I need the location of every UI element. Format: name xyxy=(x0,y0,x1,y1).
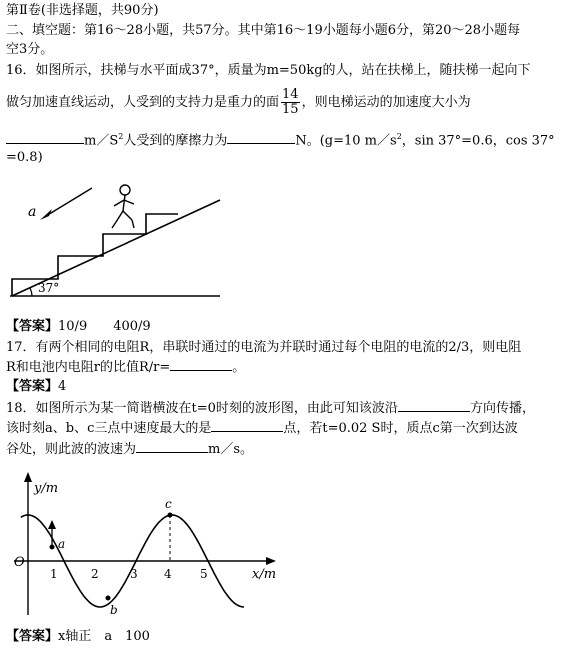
q16-unit-a: m／S xyxy=(84,133,119,149)
angle-label: 37° xyxy=(38,281,60,295)
q16-given-trig: ，sin 37°=0.6，cos 37° xyxy=(401,133,555,149)
q17-line1: 17．有两个相同的电阻R，串联时通过的电流为并联时通过每个电阻的电流的2/3，则电阻 xyxy=(6,340,522,355)
point-c xyxy=(168,513,173,518)
q18-line1-text-b: 方向传播， xyxy=(469,401,535,416)
q16-line3 xyxy=(6,128,555,149)
q18-line3-text-a: 谷处，则此波的波速为 xyxy=(6,442,137,457)
q18-line1 xyxy=(6,399,535,417)
label-a: a xyxy=(58,537,66,551)
q18-line2 xyxy=(6,419,518,437)
tick-3: 3 xyxy=(130,567,138,581)
q17-line2 xyxy=(6,358,245,376)
q17-blank-ratio[interactable] xyxy=(170,358,232,371)
q18-line3-text-b: m／s。 xyxy=(208,442,254,457)
q16-frac-numerator: 14 xyxy=(282,87,299,102)
q16-blank-friction[interactable] xyxy=(227,131,295,144)
acceleration-arrow xyxy=(46,188,92,216)
q16-friction-text: 人受到的摩擦力为 xyxy=(123,133,228,149)
label-b: b xyxy=(110,603,118,617)
q18-line2-text-a: 该时刻a、b、c三点中速度最大的是 xyxy=(6,421,212,436)
q17-period: 。 xyxy=(232,360,246,375)
q18-blank-point[interactable] xyxy=(211,419,283,432)
person-figure xyxy=(112,185,134,228)
q17-answer-text: 4 xyxy=(58,379,67,394)
tick-1: 1 xyxy=(50,567,58,581)
q16-line2-text-a: 做匀加速直线运动，人受到的支持力是重力的面 xyxy=(6,95,280,110)
q18-answer-label: 【答案】 xyxy=(6,629,59,644)
q16-line2 xyxy=(6,85,471,121)
q16-frac-denominator: 15 xyxy=(282,102,299,117)
q16-given-g: N。(g=10 m／s xyxy=(295,133,397,149)
q17-answer xyxy=(6,378,66,395)
point-b xyxy=(106,596,111,601)
q16-line1: 16．如图所示，扶梯与水平面成37°，质量为m=50kg的人，站在扶梯上，随扶梯一起向下 xyxy=(6,63,531,78)
x-axis-arrowhead xyxy=(266,557,276,565)
q18-answer-text: x轴正 a 100 xyxy=(58,629,150,644)
q18-line2-text-b: 点，若t=0.02 S时，质点c第一次到达波 xyxy=(283,421,518,436)
y-axis-arrowhead xyxy=(24,472,32,482)
q16-fraction xyxy=(281,88,300,117)
q16-line2-text-b: ，则电梯运动的加速度大小为 xyxy=(301,95,471,110)
q16-blank-acceleration[interactable] xyxy=(6,131,84,144)
q18-blank-direction[interactable] xyxy=(398,399,470,412)
q16-answer-text: 10/9 400/9 xyxy=(58,319,151,334)
q17-answer-label: 【答案】 xyxy=(6,379,59,394)
wave-figure xyxy=(4,470,284,620)
q18-line3 xyxy=(6,440,253,458)
fill-in-instructions-1: 二、填空题：第16～28小题，共57分。其中第16～19小题每小题6分，第20～28小题每 xyxy=(6,23,521,38)
q18-answer xyxy=(6,628,150,645)
q17-line2-text: R和电池内电阻r的比值R/r= xyxy=(6,360,171,375)
label-c: c xyxy=(165,497,172,511)
section-title: 第Ⅱ卷(非选择题，共90分) xyxy=(6,3,159,18)
q16-answer xyxy=(6,318,151,335)
escalator-figure xyxy=(8,178,223,300)
origin-label: O xyxy=(14,555,25,570)
q18-blank-speed[interactable] xyxy=(136,440,208,453)
tick-5: 5 xyxy=(200,567,208,581)
q16-line4: =0.8) xyxy=(6,150,43,165)
q16-answer-label: 【答案】 xyxy=(6,319,59,334)
fill-in-instructions-2: 空3分。 xyxy=(6,42,54,57)
q16-given-g-sup: 2 xyxy=(396,132,402,141)
acceleration-label: a xyxy=(28,204,37,220)
tick-4: 4 xyxy=(164,567,172,581)
y-axis-label: y/m xyxy=(34,481,59,496)
q18-line1-text-a: 18．如图所示为某一简谐横波在t=0时刻的波形图，由此可知该波沿 xyxy=(6,401,398,416)
x-axis-label: x/m xyxy=(252,567,277,582)
point-a-arrowhead xyxy=(48,520,56,529)
angle-arc xyxy=(30,288,32,296)
acceleration-arrowhead xyxy=(40,209,52,220)
q16-unit-sup: 2 xyxy=(118,132,124,141)
tick-2: 2 xyxy=(91,567,99,581)
